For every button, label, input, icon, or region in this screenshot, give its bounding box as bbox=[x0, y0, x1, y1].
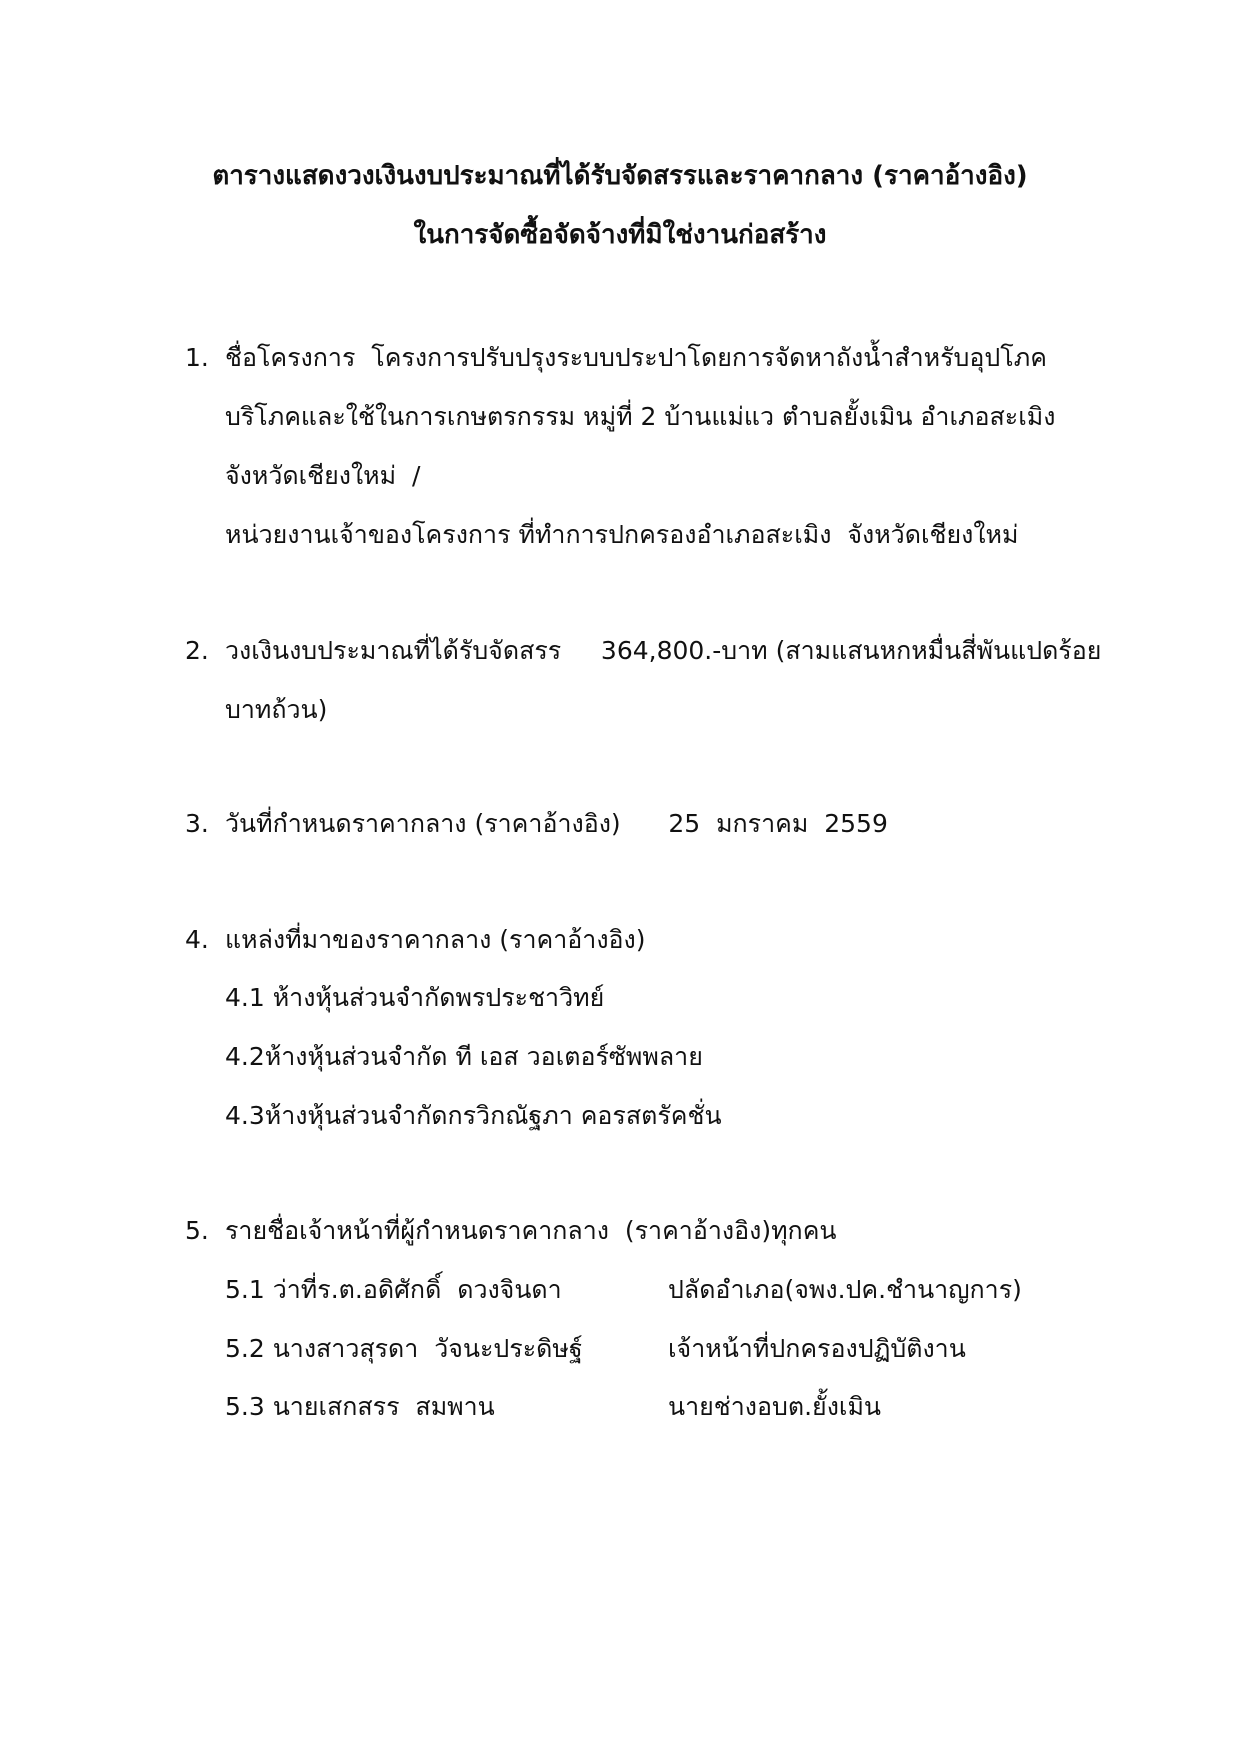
price-date-line: วันที่กำหนดราคากลาง (ราคาอ้างอิง) 25 มกราคม 2559 bbox=[225, 809, 888, 838]
official-name: 5.1 ว่าที่ร.ต.อดิศักดิ์ ดวงจินดา bbox=[225, 1275, 562, 1304]
official-position: นายช่างอบต.ยั้งเมิน bbox=[668, 1392, 882, 1421]
project-name-line: บริโภคและใช้ในการเกษตรกรรม หมู่ที่ 2 บ้านแม่แว ตำบลยั้งเมิน อำเภอสะเมิง bbox=[225, 402, 1056, 431]
price-source-item: 4.2ห้างหุ้นส่วนจำกัด ที เอส วอเตอร์ซัพพลาย bbox=[225, 1042, 703, 1071]
project-owner-line: หน่วยงานเจ้าของโครงการ ที่ทำการปกครองอำเภอสะเมิง จังหวัดเชียงใหม่ bbox=[225, 520, 1019, 549]
item-number: 2. bbox=[185, 636, 209, 665]
official-position: ปลัดอำเภอ(จพง.ปค.ชำนาญการ) bbox=[668, 1275, 1022, 1304]
budget-line: บาทถ้วน) bbox=[225, 695, 328, 724]
official-name: 5.3 นายเสกสรร สมพาน bbox=[225, 1392, 495, 1421]
project-name-line: ชื่อโครงการ โครงการปรับปรุงระบบประปาโดยการจัดหาถังน้ำสำหรับอุปโภค bbox=[225, 343, 1047, 372]
official-position: เจ้าหน้าที่ปกครองปฏิบัติงาน bbox=[668, 1334, 966, 1363]
item-number: 3. bbox=[185, 809, 209, 838]
item-number: 1. bbox=[185, 343, 209, 372]
item-number: 5. bbox=[185, 1216, 209, 1245]
price-source-heading: แหล่งที่มาของราคากลาง (ราคาอ้างอิง) bbox=[225, 925, 646, 954]
item-number: 4. bbox=[185, 925, 209, 954]
price-source-item: 4.1 ห้างหุ้นส่วนจำกัดพรประชาวิทย์ bbox=[225, 983, 605, 1012]
document-title-line-2: ในการจัดซื้อจัดจ้างที่มิใช่งานก่อสร้าง bbox=[413, 220, 827, 250]
price-source-item: 4.3ห้างหุ้นส่วนจำกัดกรวิกณัฐภา คอรสตรัคชั่น bbox=[225, 1101, 722, 1130]
official-name: 5.2 นางสาวสุรดา วัจนะประดิษฐ์ bbox=[225, 1334, 583, 1363]
budget-line: วงเงินงบประมาณที่ได้รับจัดสรร 364,800.-บาท (สามแสนหกหมื่นสี่พันแปดร้อย bbox=[225, 636, 1102, 665]
project-name-line: จังหวัดเชียงใหม่ / bbox=[225, 461, 421, 490]
document-title-line-1: ตารางแสดงวงเงินงบประมาณที่ได้รับจัดสรรและราคากลาง (ราคาอ้างอิง) bbox=[212, 161, 1028, 191]
officials-heading: รายชื่อเจ้าหน้าที่ผู้กำหนดราคากลาง (ราคาอ้างอิง)ทุกคน bbox=[225, 1216, 837, 1245]
